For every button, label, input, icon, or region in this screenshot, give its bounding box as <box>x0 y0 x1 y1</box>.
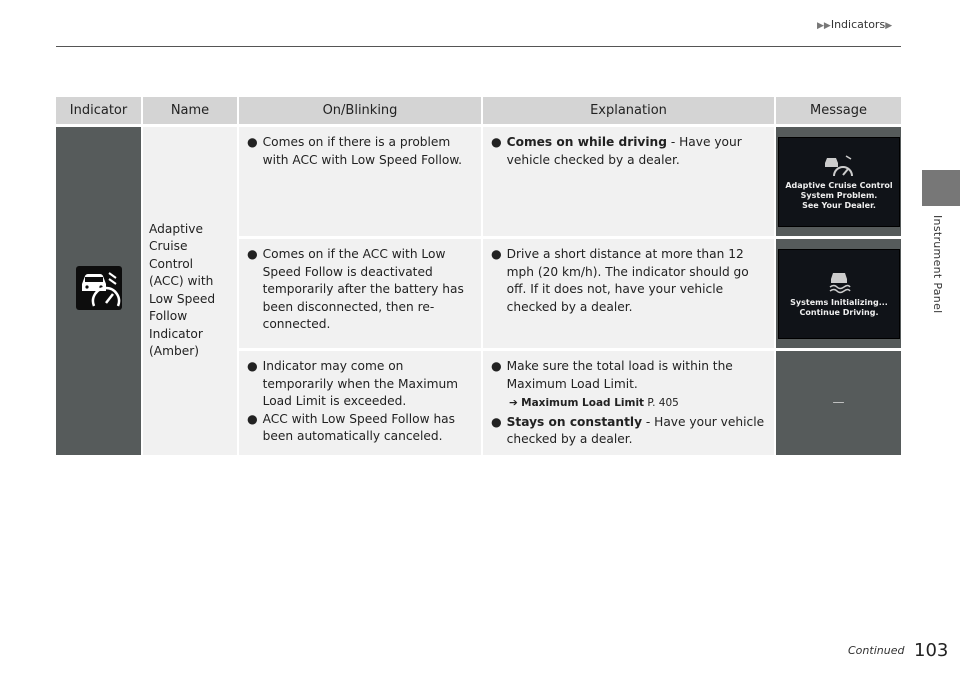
explanation-text: Drive a short distance at more than 12 mph (20 km/h). The indicator should go off. If it does not, have your vehicle checked by a dealer. <box>506 247 749 314</box>
message-screen <box>778 249 900 339</box>
message-cell <box>775 126 901 238</box>
message-text-1: Systems Initializing... <box>790 297 888 307</box>
explanation-bold-2: Stays on constantly <box>506 414 643 429</box>
side-tab-label: Instrument Panel <box>931 215 944 314</box>
message-text-1: Adaptive Cruise Control <box>785 180 893 190</box>
breadcrumb-label: Indicators <box>830 18 886 31</box>
col-header-message: Message <box>775 97 901 126</box>
message-screen <box>778 137 900 227</box>
on-text-1: Indicator may come on temporarily when the Maximum Load Limit is exceeded. <box>262 359 459 408</box>
on-blinking-cell: ● Indicator may come on temporarily when the Maximum Load Limit is exceeded. ● ACC with Low Speed Follow has been automatically canceled. <box>238 350 482 455</box>
on-text: Comes on if there is a problem with ACC with Low Speed Follow. <box>262 135 463 167</box>
on-blinking-cell: ● Comes on if the ACC with Low Speed Follow is deactivated temporarily after the battery has been disconnected, then re-connected. <box>238 238 482 350</box>
col-header-explanation: Explanation <box>482 97 775 126</box>
message-cell-empty: — <box>775 350 901 455</box>
col-header-on-blinking: On/Blinking <box>238 97 482 126</box>
reference-page: P. 405 <box>647 397 679 409</box>
page-number: 103 <box>914 640 949 661</box>
header-rule <box>56 46 901 47</box>
indicator-table <box>56 97 901 455</box>
explanation-cell: ● Make sure the total load is within the Maximum Load Limit. ➔ Maximum Load Limit P. 405 ● Stays on constantly - Have your vehicle checked by a dealer. <box>482 350 775 455</box>
message-text-3: See Your Dealer. <box>802 200 876 210</box>
table-row <box>56 126 901 238</box>
message-text-2: Continue Driving. <box>799 307 879 317</box>
breadcrumb <box>817 18 892 31</box>
skid-warning-icon <box>826 270 852 294</box>
on-blinking-cell: ● Comes on if there is a problem with ACC with Low Speed Follow. <box>238 126 482 238</box>
message-cell <box>775 238 901 350</box>
double-arrow-icon: ▶▶ <box>817 21 831 31</box>
col-header-indicator: Indicator <box>56 97 142 126</box>
page-reference[interactable] <box>491 395 766 413</box>
arrow-icon: ▶ <box>885 21 893 31</box>
explanation-cell: ● Drive a short distance at more than 12 mph (20 km/h). The indicator should go off. If it does not, have your vehicle checked by a dealer. <box>482 238 775 350</box>
indicator-cell <box>56 126 142 455</box>
reference-label: Maximum Load Limit <box>521 397 645 409</box>
side-tab-marker <box>922 170 960 206</box>
explanation-text: - Have your vehicle checked by a dealer. <box>506 135 742 167</box>
acc-low-speed-follow-icon <box>76 266 122 310</box>
on-text-2: ACC with Low Speed Follow has been automatically canceled. <box>262 411 455 443</box>
explanation-text-1: Make sure the total load is within the Maximum Load Limit. <box>506 359 733 391</box>
table-header-row <box>56 97 901 126</box>
on-text: Comes on if the ACC with Low Speed Follow is deactivated temporarily after the battery has been disconnected, then re-connected. <box>262 247 464 331</box>
explanation-cell: ● Comes on while driving - Have your vehicle checked by a dealer. <box>482 126 775 238</box>
message-text-2: System Problem. <box>800 190 878 200</box>
indicator-name: Adaptive Cruise Control (ACC) with Low Speed Follow Indicator (Amber) <box>142 126 238 455</box>
explanation-text-2: - Have your vehicle checked by a dealer. <box>506 414 765 446</box>
explanation-bold: Comes on while driving <box>506 135 667 149</box>
col-header-name: Name <box>142 97 238 126</box>
continued-label: Continued <box>848 644 905 657</box>
reference-arrow-icon: ➔ <box>509 397 522 409</box>
acc-problem-icon <box>822 153 856 177</box>
